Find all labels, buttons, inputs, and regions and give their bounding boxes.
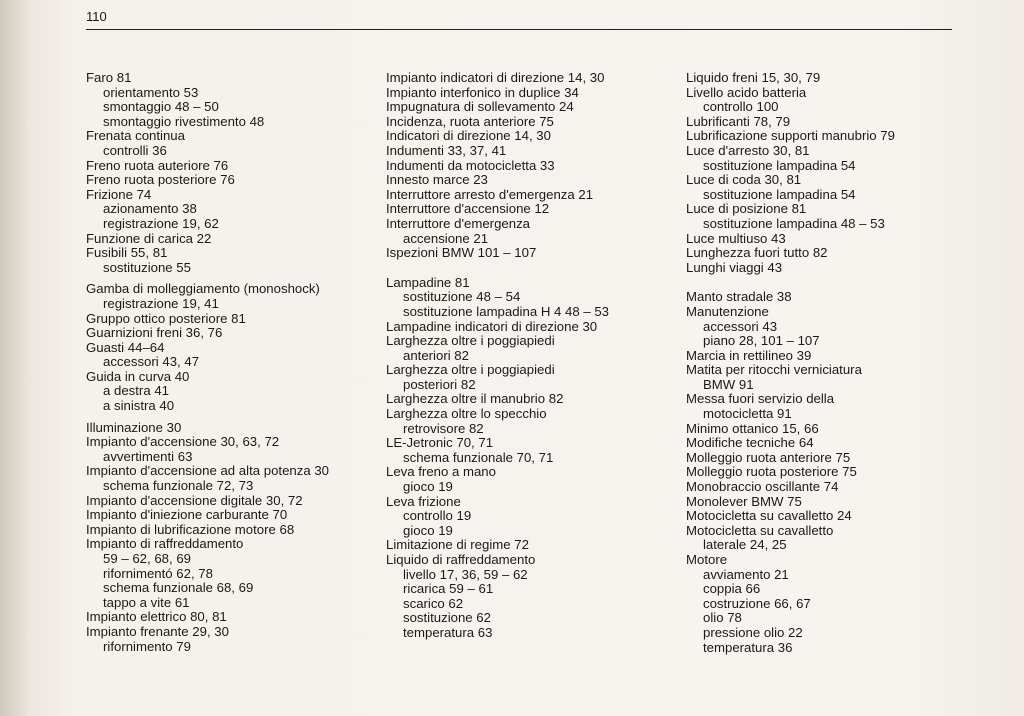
index-entry: Lubrificanti 78, 79	[686, 113, 791, 129]
index-entry: Impianto d'accensione ad alta potenza 30	[86, 463, 329, 479]
index-entry: Luce d'arresto 30, 81	[686, 142, 810, 158]
index-subentry: ricarica 59 – 61	[403, 581, 494, 597]
index-entry: Limitazione di regime 72	[386, 537, 529, 553]
index-subentry: livello 17, 36, 59 – 62	[403, 566, 528, 582]
index-entry: Guarnizioni freni 36, 76	[86, 325, 223, 341]
index-entry: Modifiche tecniche 64	[686, 435, 814, 451]
index-entry: Livello acido batteria	[686, 84, 807, 100]
index-entry: Lampadine 81	[386, 274, 470, 290]
index-entry: Ispezioni BMW 101 – 107	[386, 245, 537, 261]
index-subentry: a sinistra 40	[103, 398, 175, 414]
page-number: 110	[86, 9, 107, 24]
index-subentry: rifornimentó 62, 78	[103, 565, 213, 581]
index-entry: Lampadine indicatori di direzione 30	[386, 318, 598, 334]
index-entry: Larghezza oltre i poggiapiedi	[386, 362, 555, 378]
index-subentry: sostituzione 62	[403, 610, 491, 626]
index-entry: Guasti 44–64	[86, 339, 165, 355]
index-entry: Indicatori di direzione 14, 30	[386, 128, 551, 144]
index-entry: Motocicletta su cavalletto	[686, 522, 834, 538]
index-entry: Matita per ritocchi verniciatura	[686, 362, 862, 378]
index-subentry: avviamento 21	[703, 566, 789, 582]
index-entry: LE-Jetronic 70, 71	[386, 435, 494, 451]
index-entry: Marcia in rettilineo 39	[686, 347, 812, 363]
index-subentry: gioco 19	[403, 479, 453, 495]
index-entry: Motore	[686, 552, 728, 567]
index-entry: Innesto marce 23	[386, 172, 488, 188]
index-subentry: pressione olio 22	[703, 624, 803, 640]
index-entry: Impianto d'accensione 30, 63, 72	[86, 434, 280, 450]
index-entry: Interruttore d'accensione 12	[386, 201, 550, 217]
index-subentry: accessori 43	[703, 318, 778, 334]
index-subentry: olio 78	[703, 610, 742, 626]
index-subentry: 59 – 62, 68, 69	[103, 551, 191, 566]
header-rule	[86, 29, 952, 30]
index-entry: Faro 81	[86, 70, 132, 85]
index-subentry: tappo a vite 61	[103, 594, 190, 610]
index-entry: Lubrificazione supporti manubrio 79	[686, 128, 895, 144]
index-entry: Gamba di molleggiamento (monoshock)	[86, 281, 320, 297]
index-entry: Manutenzione	[686, 303, 769, 319]
index-entry: Frenata continua	[86, 128, 185, 144]
index-entry: Molleggio ruota posteriore 75	[686, 464, 857, 480]
index-subentry: schema funzionale 68, 69	[103, 580, 254, 596]
index-entry: Larghezza oltre il manubrio 82	[386, 391, 564, 407]
index-subentry: coppia 66	[703, 581, 761, 597]
index-subentry: smontaggio 48 – 50	[103, 99, 219, 115]
index-subentry: laterale 24, 25	[703, 537, 787, 553]
index-subentry: sostituzione 48 – 54	[403, 289, 521, 305]
index-entry: Funzione di carica 22	[86, 230, 212, 246]
index-subentry: accensione 21	[403, 230, 489, 246]
index-entry: Incidenza, ruota anteriore 75	[386, 113, 554, 129]
index-subentry: motocicletta 91	[703, 406, 792, 422]
index-entry: Impianto interfonico in duplice 34	[386, 84, 579, 100]
index-entry: Messa fuori servizio della	[686, 391, 835, 407]
index-subentry: posteriori 82	[403, 376, 476, 392]
index-entry: Indumenti 33, 37, 41	[386, 142, 507, 158]
index-entry: Molleggio ruota anteriore 75	[686, 449, 851, 465]
index-entry: Larghezza oltre lo specchio	[386, 406, 547, 422]
index-entry: Liquido di raffreddamento	[386, 552, 536, 567]
index-subentry: registrazione 19, 41	[103, 295, 219, 311]
index-entry: Impianto indicatori di direzione 14, 30	[386, 70, 605, 85]
index-entry: Impugnatura di sollevamento 24	[386, 99, 574, 115]
index-column-2	[386, 71, 609, 641]
index-subentry: azionamento 38	[103, 201, 197, 217]
index-subentry: smontaggio rivestimento 48	[103, 113, 265, 129]
index-subentry: sostituzione lampadina H 4 48 – 53	[403, 303, 610, 319]
index-subentry: schema funzionale 70, 71	[403, 449, 554, 465]
index-subentry: gioco 19	[403, 522, 453, 538]
index-subentry: sostituzione lampadina 48 – 53	[703, 215, 885, 231]
index-entry: Monobraccio oscillante 74	[686, 479, 839, 495]
index-subentry: avvertimenti 63	[103, 448, 193, 464]
index-subentry: a destra 41	[103, 383, 169, 399]
index-entry: Impianto di lubrificazione motore 68	[86, 521, 295, 537]
index-entry: Impianto d'accensione digitale 30, 72	[86, 492, 303, 508]
index-entry: Fusibili 55, 81	[86, 245, 168, 261]
index-subentry: sostituzione lampadina 54	[703, 186, 856, 202]
index-subentry: anteriori 82	[403, 347, 469, 363]
index-entry: Freno ruota posteriore 76	[86, 172, 235, 188]
index-subentry: orientamento 53	[103, 84, 199, 100]
index-column-3	[686, 71, 895, 655]
index-entry: Leva frizione	[386, 493, 461, 509]
index-subentry: scarico 62	[403, 595, 464, 611]
index-entry: Luce multiuso 43	[686, 230, 786, 246]
index-subentry: controllo 19	[403, 508, 472, 524]
index-subentry: temperatura 36	[703, 639, 793, 655]
index-entry: Guida in curva 40	[86, 368, 190, 384]
index-entry: Motocicletta su cavalletto 24	[686, 508, 852, 524]
index-entry: Lunghezza fuori tutto 82	[686, 245, 828, 261]
index-entry: Luce di posizione 81	[686, 201, 807, 217]
index-entry: Frizione 74	[86, 186, 152, 202]
index-subentry: controlli 36	[103, 142, 167, 158]
index-subentry: BMW 91	[703, 376, 754, 392]
index-entry: Minimo ottanico 15, 66	[686, 420, 819, 436]
index-subentry: sostituzione lampadina 54	[703, 157, 856, 173]
index-subentry: registrazione 19, 62	[103, 215, 219, 231]
index-entry: Illuminazione 30	[86, 419, 182, 435]
index-subentry: retrovisore 82	[403, 420, 484, 436]
index-entry: Manto stradale 38	[686, 289, 792, 305]
index-entry: Impianto d'iniezione carburante 70	[86, 507, 288, 523]
index-entry: Impianto frenante 29, 30	[86, 623, 229, 639]
index-subentry: costruzione 66, 67	[703, 595, 811, 611]
index-subentry: schema funzionale 72, 73	[103, 478, 254, 494]
index-entry: Leva freno a mano	[386, 464, 496, 480]
index-subentry: piano 28, 101 – 107	[703, 333, 820, 349]
index-entry: Indumenti da motocicletta 33	[386, 157, 555, 173]
index-subentry: accessori 43, 47	[103, 354, 200, 370]
index-entry: Impianto di raffreddamento	[86, 536, 244, 552]
index-entry: Larghezza oltre i poggiapiedi	[386, 333, 555, 349]
index-entry: Monolever BMW 75	[686, 493, 802, 509]
index-entry: Impianto elettrico 80, 81	[86, 609, 227, 625]
index-subentry: temperatura 63	[403, 624, 493, 640]
index-entry: Interruttore arresto d'emergenza 21	[386, 186, 594, 202]
index-entry: Luce di coda 30, 81	[686, 172, 802, 188]
index-entry: Liquido freni 15, 30, 79	[686, 70, 821, 85]
index-subentry: sostituzione 55	[103, 259, 191, 275]
index-column-1	[86, 71, 329, 654]
index-entry: Lunghi viaggi 43	[686, 259, 783, 275]
index-subentry: controllo 100	[703, 99, 779, 115]
index-entry: Freno ruota auteriore 76	[86, 157, 229, 173]
index-entry: Gruppo ottico posteriore 81	[86, 310, 246, 326]
index-entry: Interruttore d'emergenza	[386, 215, 530, 231]
index-subentry: rifornimento 79	[103, 638, 191, 654]
